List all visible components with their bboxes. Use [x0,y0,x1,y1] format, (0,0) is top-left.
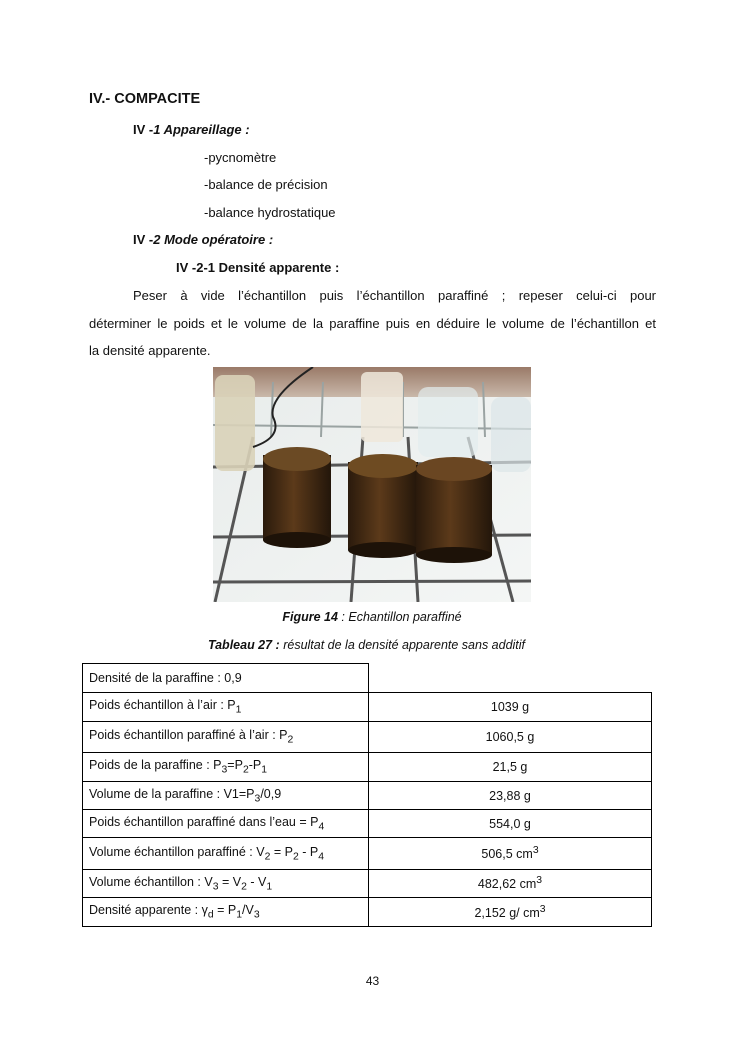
table-label-cell: Densité apparente : $\gamma_d = P_1/V_3$ [83,898,369,927]
table-value-cell: 1039 g [369,693,652,722]
subsection-number: IV - [133,232,154,247]
paragraph-line: la densité apparente. [89,343,211,358]
table-label-cell: Poids échantillon paraffiné dans l’eau = $P_4$ [83,810,369,838]
table-row [83,898,652,927]
table-label-cell: Poids échantillon paraffiné à l’air : $P_2$ [83,722,369,753]
table-row [83,722,652,753]
table-value-cell: 506,5 $cm^3$ [369,838,652,870]
table-value-cell: 1060,5 g [369,722,652,753]
paraffin-samples-photo [213,367,531,602]
table-row [83,782,652,810]
table-value-cell: 2,152 g/ $cm^3$ [369,898,652,927]
table-caption-text: résultat de la densité apparente sans additif [279,638,526,652]
figure-label: Figure 14 [282,610,338,624]
table-label-cell: Volume échantillon paraffiné : $V_2 = P_2 - P_4$ [83,838,369,870]
figure-caption [213,610,531,624]
table-label-cell: Poids de la paraffine : $P_3=P_2-P_1$ [83,753,369,782]
table-header-cell: Densité de la paraffine : 0,9 [83,664,369,693]
table-row [83,693,652,722]
table-value-cell: 482,62 $cm^3$ [369,870,652,898]
table-label-cell: Volume échantillon : $V_3 = V_2 - V_1$ [83,870,369,898]
subsection-title: 2 Mode opératoire : [153,232,274,247]
sample-cylinder [263,447,331,548]
subsection-appareillage [133,122,250,137]
results-table [82,663,652,927]
table-label-cell: Poids échantillon à l’air : $P_1$ [83,693,369,722]
page-number: 43 [365,974,380,988]
table-value-cell: 23,88 g [369,782,652,810]
equipment-item: -balance hydrostatique [204,205,336,220]
paragraph-line: déterminer le poids et le volume de la paraffine puis en déduire le volume de l’échantillon et [89,316,656,331]
table-value-cell: 21,5 g [369,753,652,782]
sample-cylinder [348,454,418,558]
equipment-item: -pycnomètre [204,150,277,165]
subsection-mode-operatoire [133,232,273,247]
table-row [83,870,652,898]
subsection-densite-apparente: IV -2-1 Densité apparente : [176,260,340,275]
figure-caption-text: : Echantillon paraffiné [337,610,462,624]
paragraph-line: Peser à vide l’échantillon puis l’échantillon paraffiné ; repeser celui-ci pour [133,288,656,303]
subsection-number: IV - [133,122,154,137]
table-header-row [83,664,652,693]
table-row [83,838,652,870]
table-row [83,753,652,782]
table-value-cell: 554,0 g [369,810,652,838]
section-title: IV.- COMPACITE [89,91,201,107]
sample-cylinder [416,457,492,563]
table-label: Tableau 27 : [207,638,280,652]
table-row [83,810,652,838]
table-label-cell: Volume de la paraffine : $V1=P_3/0,9$ [83,782,369,810]
subsection-title: 1 Appareillage : [153,122,250,137]
equipment-item: -balance de précision [204,177,328,192]
table-caption [82,638,651,652]
